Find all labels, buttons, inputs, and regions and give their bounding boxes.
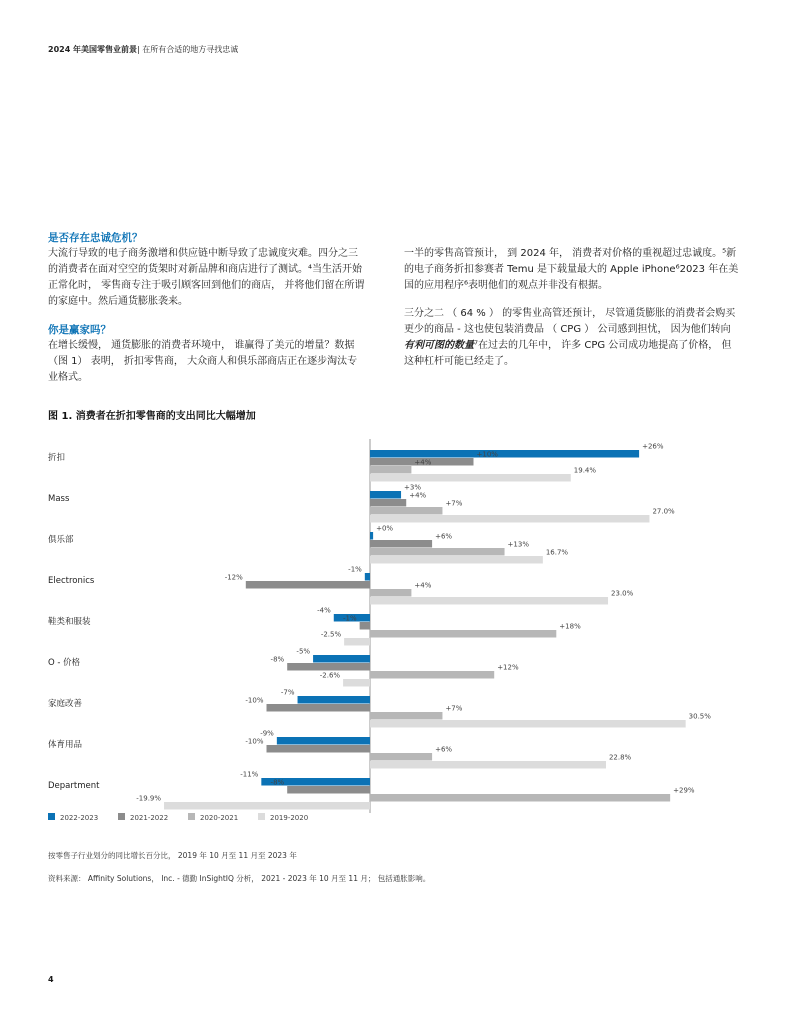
header-title: 2024 年美国零售业前景 — [48, 45, 138, 54]
legend-swatch — [188, 813, 195, 820]
bar — [370, 589, 411, 597]
bar — [267, 745, 371, 753]
bar — [344, 638, 370, 646]
legend-label: 2020-2021 — [200, 814, 239, 822]
bar-chart — [0, 425, 791, 830]
data-label: 30.5% — [688, 712, 711, 721]
bar — [164, 802, 370, 810]
bar — [370, 466, 411, 474]
data-label: -11% — [240, 770, 259, 779]
bar — [370, 450, 639, 458]
bar — [277, 737, 370, 745]
bar — [246, 581, 370, 589]
emphasis-profitable-volume: 有利可图的数量 — [404, 340, 474, 351]
paragraph-loyalty: 大流行导致的电子商务激增和供应链中断导致了忠诚度灾难。四分之三的消费者在面对空空的货架时对新品牌和商店进行了测试。⁴当生活开始正常化时， 零售商专注于吸引顾客回到他们的商店， 并将他们留在所谓的家庭中。然后通货膨胀袭来。 — [48, 248, 365, 307]
bar — [267, 704, 371, 712]
category-label: O - 价格 — [48, 658, 81, 668]
bar — [370, 597, 608, 605]
category-label: Mass — [48, 494, 70, 504]
page-number: 4 — [48, 975, 54, 984]
category-label: 鞋类和服装 — [48, 617, 91, 627]
legend-swatch — [258, 813, 265, 820]
data-label: 23.0% — [611, 589, 634, 598]
data-label: 16.7% — [545, 548, 569, 557]
bar — [298, 696, 370, 704]
data-label: +10% — [476, 450, 498, 459]
data-label: -2.6% — [319, 671, 341, 680]
data-label: +7% — [445, 704, 463, 713]
category-label: 俱乐部 — [48, 535, 74, 545]
data-label: -5% — [296, 647, 311, 656]
figure-note: 按零售子行业划分的同比增长百分比， 2019 年 10 月至 11 月至 2023 年 — [48, 851, 297, 860]
data-label: -8% — [270, 778, 285, 787]
legend-label: 2019-2020 — [270, 814, 309, 822]
bar — [370, 474, 571, 482]
data-label: -7% — [280, 688, 295, 697]
category-label: 体育用品 — [48, 740, 83, 750]
data-label: -10% — [245, 737, 264, 746]
bar — [360, 622, 370, 630]
data-label: -19.9% — [136, 794, 162, 803]
paragraph-winner: 在增长缓慢， 通货膨胀的消费者环境中， 谁赢得了美元的增量？数据 （图 1） 表明， 折扣零售商， 大众商人和俱乐部商店正在逐步淘汰专业格式。 — [48, 340, 358, 383]
data-label: +12% — [497, 663, 519, 672]
bar — [370, 630, 556, 638]
data-label: +3% — [404, 483, 422, 492]
figure-title: 图 1. 消费者在折扣零售商的支出同比大幅增加 — [48, 411, 256, 422]
data-label: -2.5% — [320, 630, 342, 639]
bar — [370, 515, 649, 523]
bar — [287, 786, 370, 794]
bar — [370, 671, 494, 679]
bar — [370, 761, 606, 769]
data-label: -12% — [224, 573, 243, 582]
bar — [287, 663, 370, 671]
legend-swatch — [48, 813, 55, 820]
data-label: +18% — [559, 622, 581, 631]
section-heading-winner: 你是赢家吗？ — [48, 324, 111, 336]
data-label: -1% — [348, 565, 362, 574]
category-label: 折扣 — [48, 453, 66, 463]
bar — [365, 573, 370, 581]
data-label: +7% — [445, 499, 463, 508]
bar — [370, 491, 401, 499]
bar — [370, 794, 670, 802]
bar — [370, 548, 505, 556]
bar — [370, 499, 406, 507]
bar — [370, 712, 442, 720]
paragraph-cpg: 三分之二 （ 64 % ） 的零售业高管还预计， 尽管通货膨胀的消费者会购买更少的商品 - 这也使包装消费品 （ CPG ） 公司感到担忧， 因为他们转向有利可图的数量⁷在过去的几年中， 许多 CPG 公司成功地提高了价格， 但这种杠杆可能已经走了。 — [404, 308, 736, 367]
data-label: +6% — [435, 745, 453, 754]
data-label: +4% — [414, 581, 432, 590]
data-label: +6% — [435, 532, 453, 541]
data-label: +0% — [376, 524, 394, 533]
running-header — [48, 44, 238, 55]
legend-swatch — [118, 813, 125, 820]
bar — [370, 753, 432, 761]
category-label: 家庭改善 — [48, 699, 83, 709]
bar — [370, 507, 442, 515]
data-label: 22.8% — [608, 753, 632, 762]
source-note: 资料来源： Affinity Solutions， Inc. - 德勤 InSightIQ 分析， 2021 - 2023 年 10 月至 11 月； 包括通胀影响。 — [48, 874, 431, 883]
data-label: -4% — [317, 606, 331, 615]
data-label: +4% — [414, 458, 432, 467]
data-label: 27.0% — [652, 507, 675, 516]
category-label: Electronics — [48, 576, 95, 586]
bar — [370, 540, 432, 548]
bar — [370, 532, 373, 540]
data-label: +13% — [507, 540, 529, 549]
data-label: -8% — [270, 655, 285, 664]
bar — [313, 655, 370, 663]
category-label: Department — [48, 781, 100, 791]
legend-label: 2022-2023 — [60, 814, 99, 822]
data-label: +4% — [409, 491, 427, 500]
data-label: +26% — [642, 442, 664, 451]
left-column — [48, 230, 366, 386]
header-subtitle: | 在所有合适的地方寻找忠诚 — [137, 45, 239, 54]
data-label: -1% — [343, 614, 357, 623]
data-label: +29% — [673, 786, 695, 795]
data-label: -10% — [245, 696, 264, 705]
right-column — [404, 246, 740, 370]
data-label: -9% — [260, 729, 274, 738]
bar — [343, 679, 370, 687]
section-heading-loyalty: 是否存在忠诚危机？ — [48, 232, 143, 244]
bar — [370, 556, 543, 564]
data-label: 19.4% — [573, 466, 597, 475]
legend-label: 2021-2022 — [130, 814, 169, 822]
paragraph-price: 一半的零售高管预计， 到 2024 年， 消费者对价格的重视超过忠诚度。⁵新的电子商务折扣参赛者 Temu 是下载量最大的 Apple iPhone⁶2023 年在美国的应用程序⁶表明他们的观点并非没有根据。 — [404, 248, 739, 291]
bar — [370, 720, 686, 728]
